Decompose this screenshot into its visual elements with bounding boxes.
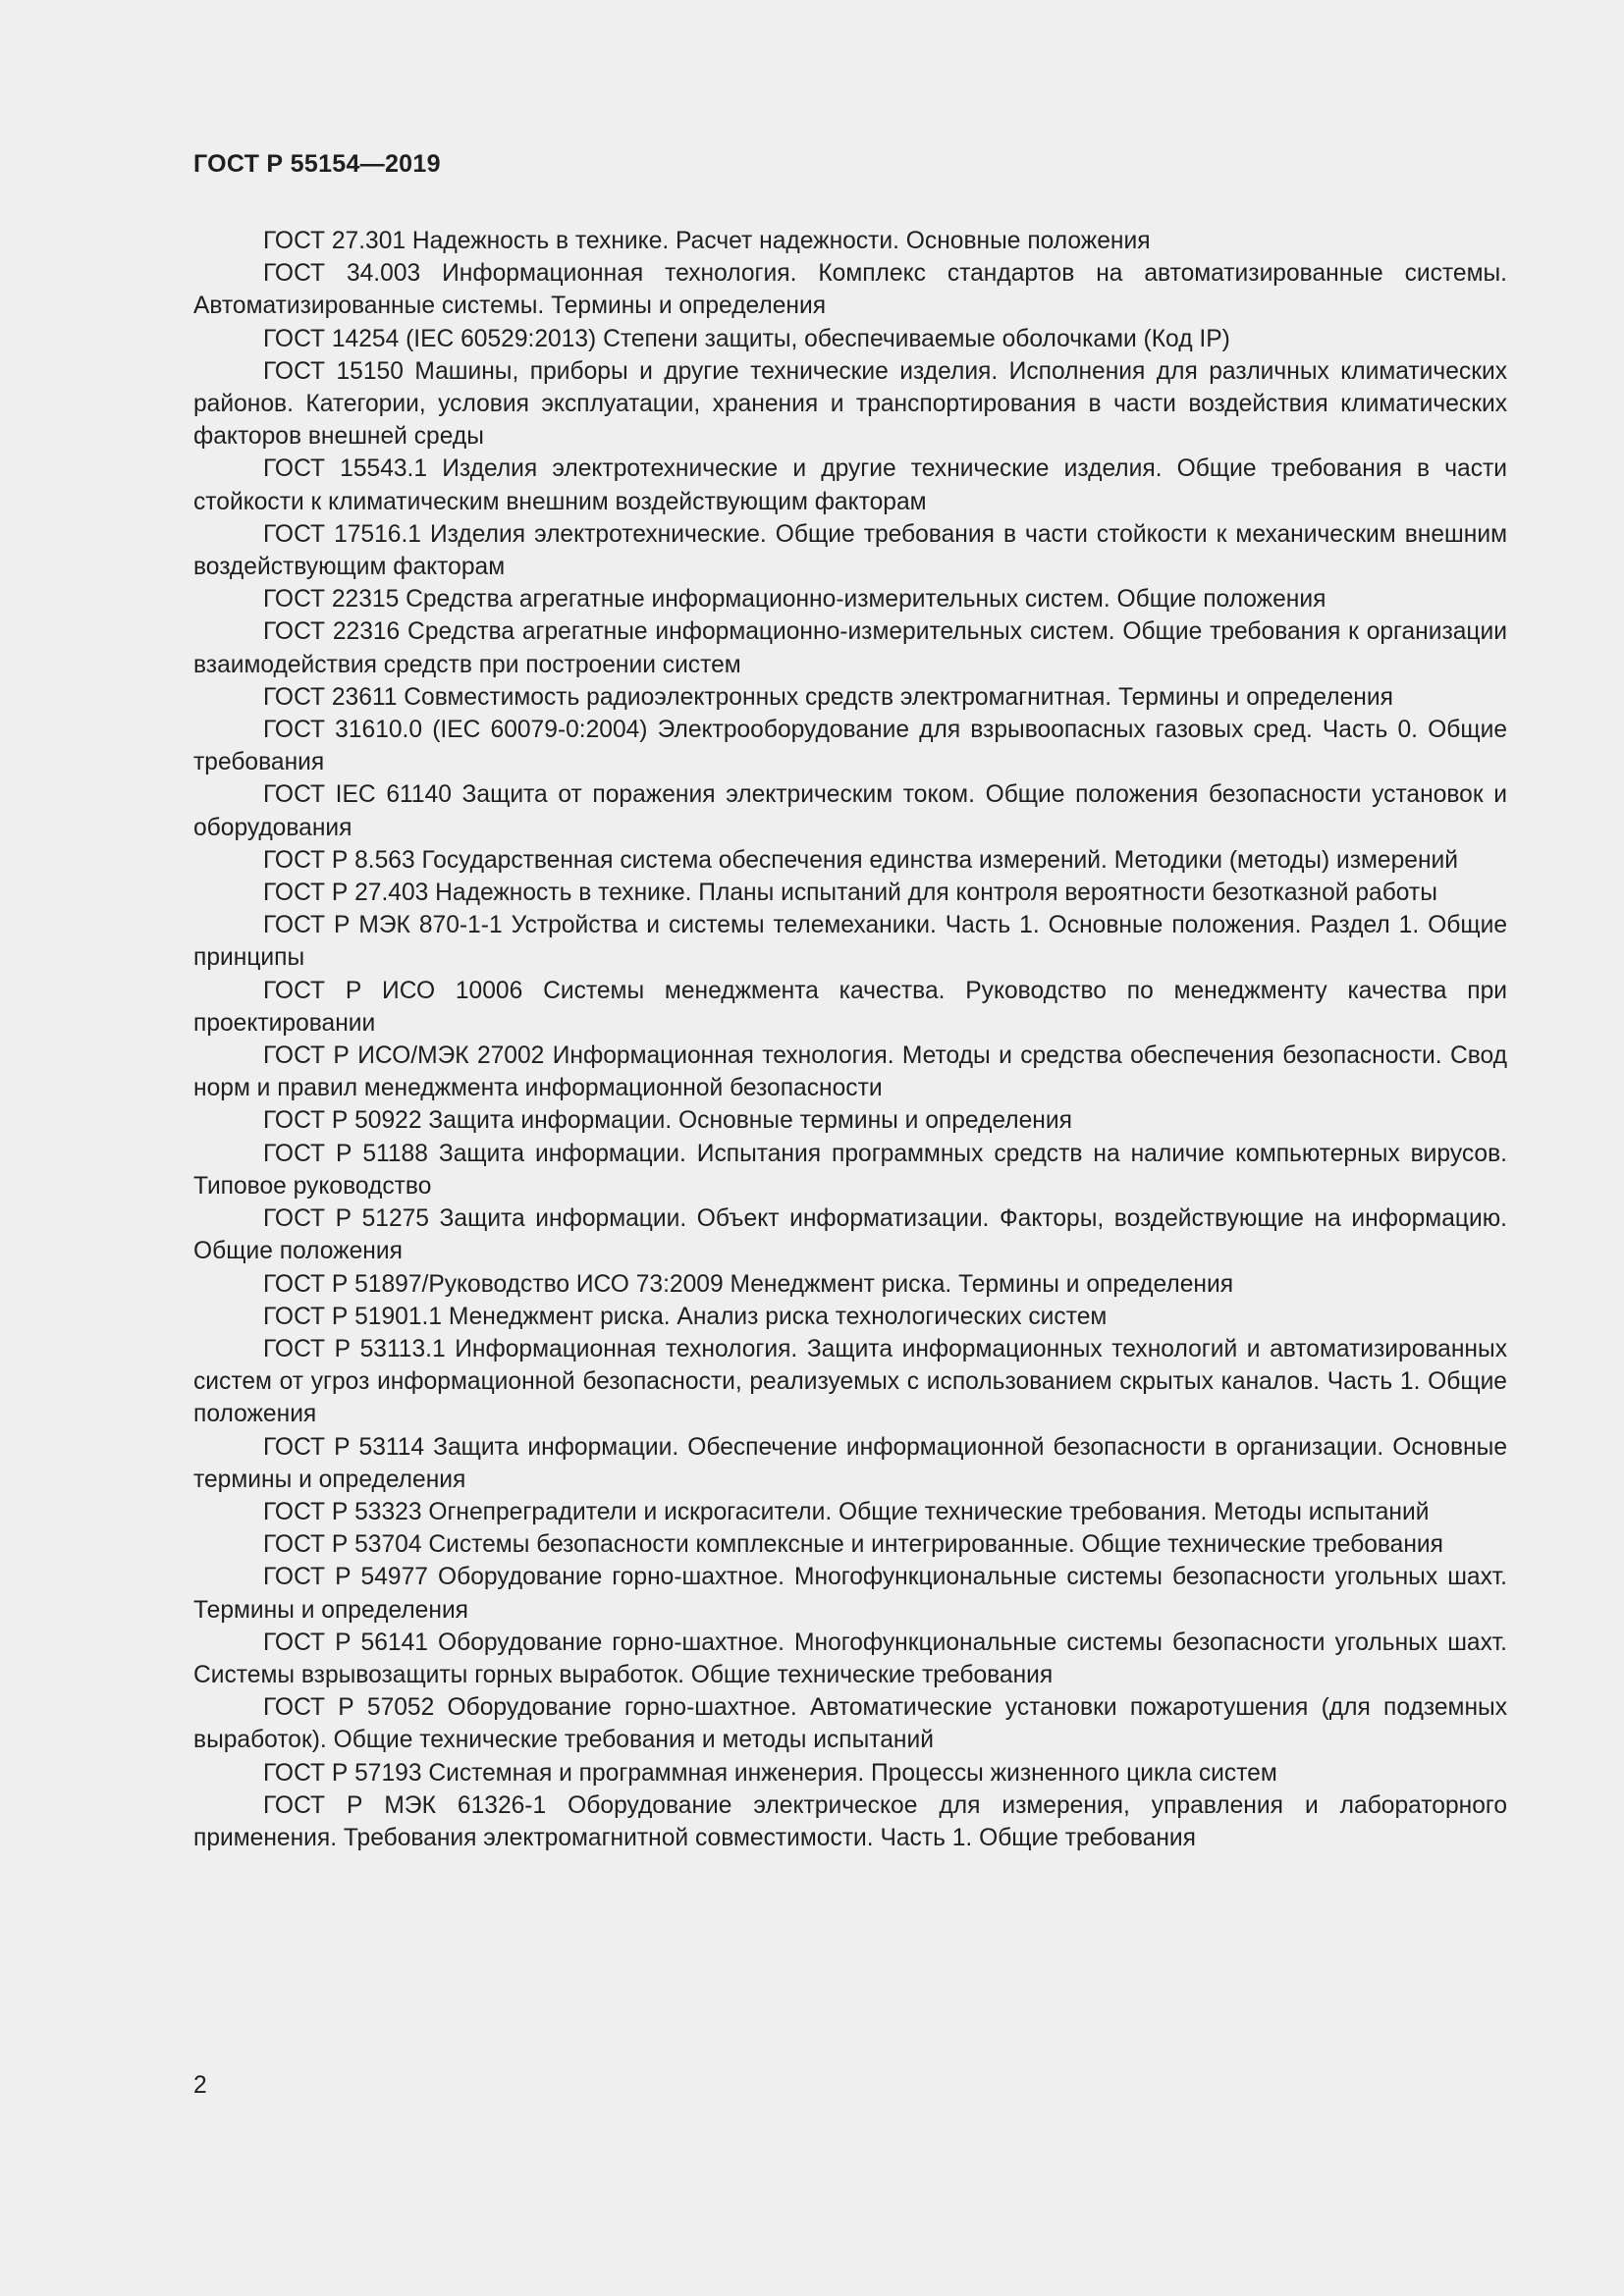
reference-entry: ГОСТ Р ИСО/МЭК 27002 Информационная технология. Методы и средства обеспечения безопасности. Свод норм и правил менеджмента информационной безопасности [193, 1042, 1507, 1102]
reference-entry: ГОСТ Р 53114 Защита информации. Обеспечение информационной безопасности в организации. Основные термины и определения [193, 1433, 1507, 1493]
reference-entry: ГОСТ Р 8.563 Государственная система обеспечения единства измерений. Методики (методы) измерений [263, 846, 1459, 874]
reference-entry: ГОСТ 22316 Средства агрегатные информационно-измерительных систем. Общие требования к организации взаимодействия средств при построении систем [193, 618, 1507, 678]
reference-entry: ГОСТ Р МЭК 870-1-1 Устройства и системы телемеханики. Часть 1. Основные положения. Раздел 1. Общие принципы [193, 912, 1507, 972]
reference-entry: ГОСТ 17516.1 Изделия электротехнические. Общие требования в части стойкости к механическим внешним воздействующим факторам [193, 520, 1507, 581]
reference-entry: ГОСТ 14254 (IEC 60529:2013) Степени защиты, обеспечиваемые оболочками (Код IP) [263, 325, 1230, 352]
reference-entry: ГОСТ Р 53323 Огнепреградители и искрогасители. Общие технические требования. Методы испытаний [263, 1498, 1430, 1525]
document-code-header: ГОСТ Р 55154—2019 [193, 150, 441, 178]
reference-entry: ГОСТ IEC 61140 Защита от поражения электрическим током. Общие положения безопасности установок и оборудования [193, 781, 1507, 841]
reference-entry: ГОСТ Р 51897/Руководство ИСО 73:2009 Менеджмент риска. Термины и определения [263, 1270, 1234, 1298]
reference-entry: ГОСТ 22315 Средства агрегатные информационно-измерительных систем. Общие положения [263, 586, 1326, 614]
reference-entry: ГОСТ 34.003 Информационная технология. Комплекс стандартов на автоматизированные системы. Автоматизированные системы. Термины и определения [193, 260, 1507, 320]
reference-entry: ГОСТ 23611 Совместимость радиоэлектронных средств электромагнитная. Термины и определения [263, 683, 1393, 711]
reference-entry: ГОСТ Р 27.403 Надежность в технике. Планы испытаний для контроля вероятности безотказной работы [263, 880, 1437, 907]
reference-entry: ГОСТ Р 51901.1 Менеджмент риска. Анализ риска технологических систем [263, 1303, 1108, 1330]
reference-entry: ГОСТ 15543.1 Изделия электротехнические и другие технические изделия. Общие требования в части стойкости к климатическим внешним воздействующим факторам [193, 455, 1507, 515]
reference-entry: ГОСТ Р 57193 Системная и программная инженерия. Процессы жизненного цикла систем [263, 1759, 1277, 1787]
reference-entry: ГОСТ Р 50922 Защита информации. Основные термины и определения [263, 1107, 1072, 1135]
reference-entry: ГОСТ 27.301 Надежность в технике. Расчет надежности. Основные положения [263, 228, 1151, 254]
reference-entry: ГОСТ Р МЭК 61326-1 Оборудование электрическое для измерения, управления и лабораторного применения. Требования электромагнитной совместимости. Часть 1. Общие требования [193, 1791, 1507, 1851]
reference-entry: ГОСТ 15150 Машины, приборы и другие технические изделия. Исполнения для различных климатических районов. Категории, условия эксплуатации, хранения и транспортирования в части воздействия климатических факторов внешней среды [193, 357, 1507, 451]
reference-entry: ГОСТ Р 51188 Защита информации. Испытания программных средств на наличие компьютерных вирусов. Типовое руководство [193, 1140, 1507, 1200]
reference-entry: ГОСТ 31610.0 (IEC 60079-0:2004) Электрооборудование для взрывоопасных газовых сред. Часть 0. Общие требования [193, 717, 1507, 776]
reference-entry: ГОСТ Р ИСО 10006 Системы менеджмента качества. Руководство по менеджменту качества при проектировании [193, 977, 1507, 1037]
reference-entry: ГОСТ Р 56141 Оборудование горно-шахтное. Многофункциональные системы безопасности угольных шахт. Системы взрывозащиты горных выработок. Общие технические требования [193, 1629, 1507, 1688]
normative-references-list [193, 225, 1507, 1854]
reference-entry: ГОСТ Р 53113.1 Информационная технология. Защита информационных технологий и автоматизированных систем от угроз информационной безопасности, реализуемых с использованием скрытых каналов. Часть 1. Общие положения [193, 1335, 1507, 1428]
page-number: 2 [193, 2072, 207, 2099]
reference-entry: ГОСТ Р 57052 Оборудование горно-шахтное. Автоматические установки пожаротушения (для подземных выработок). Общие технические требования и методы испытаний [193, 1694, 1507, 1754]
reference-entry: ГОСТ Р 51275 Защита информации. Объект информатизации. Факторы, воздействующие на информацию. Общие положения [193, 1205, 1507, 1265]
reference-entry: ГОСТ Р 54977 Оборудование горно-шахтное. Многофункциональные системы безопасности угольных шахт. Термины и определения [193, 1564, 1507, 1624]
reference-entry: ГОСТ Р 53704 Системы безопасности комплексные и интегрированные. Общие технические требования [263, 1531, 1443, 1559]
